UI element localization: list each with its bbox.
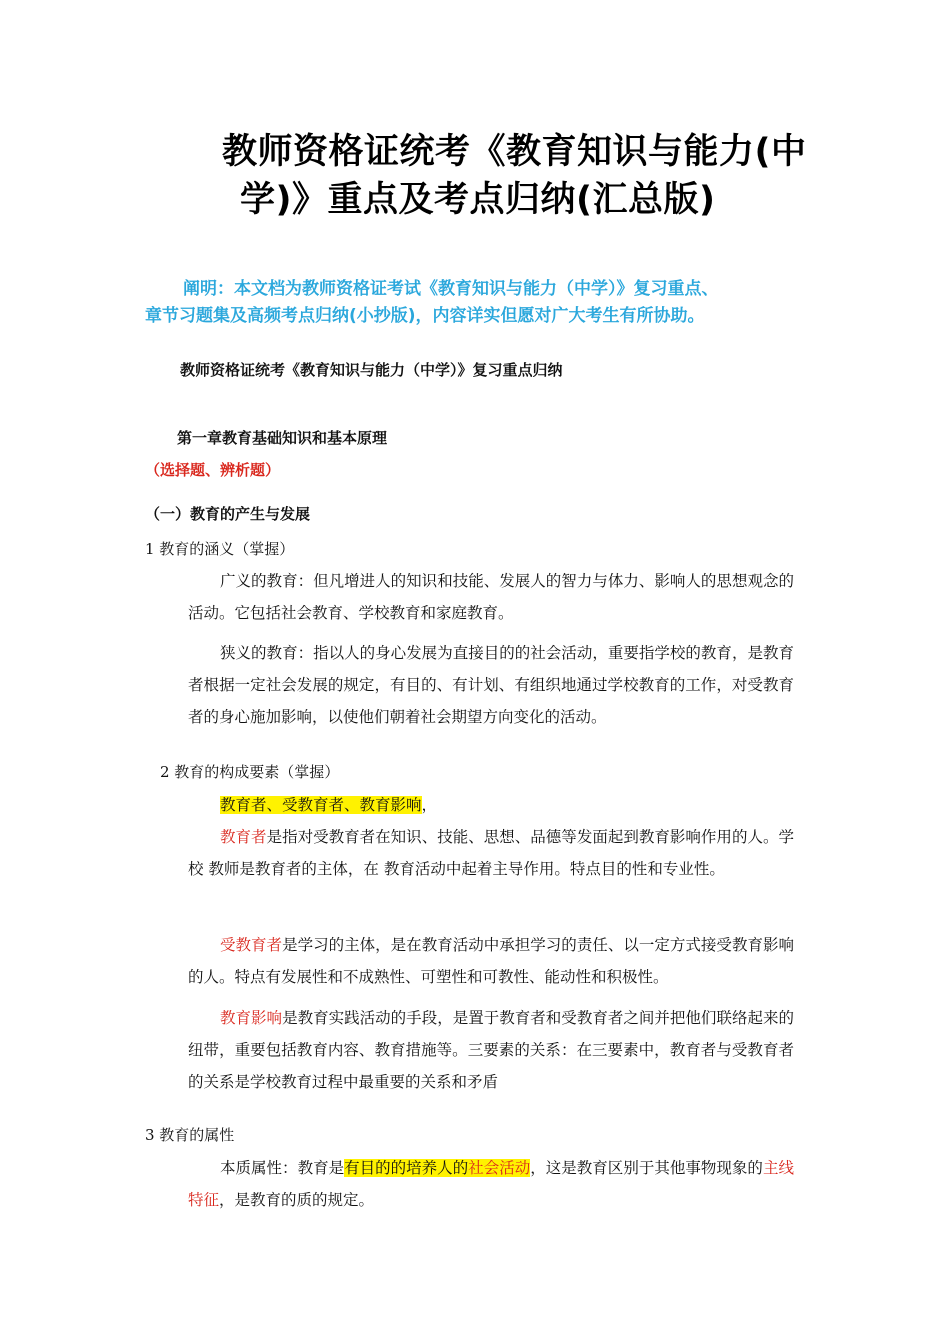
nature-red-term: 主线特征 <box>188 1159 794 1209</box>
item-1-paragraph-broad <box>188 565 794 629</box>
notice-line-2: 章节习题集及高频考点归纳(小抄版)，内容详实但愿对广大考生有所协助。 <box>145 306 705 326</box>
learner-text: 是学习的主体，是在教育活动中承担学习的责任、以一定方式接受教育影响的人。特点有发展性和不成熟性、可塑性和可教性、能动性和积极性。 <box>188 936 794 986</box>
item-1-heading: 1 教育的涵义（掌握） <box>145 540 295 558</box>
notice-paragraph <box>145 276 805 330</box>
item-2-heading: 2 教育的构成要素（掌握） <box>160 763 340 781</box>
item-3-paragraph-nature <box>188 1152 794 1216</box>
item-3-heading: 3 教育的属性 <box>145 1126 235 1144</box>
term-educator: 教育者 <box>220 828 267 846</box>
question-type-label: （选择题、辨析题） <box>145 461 281 479</box>
nature-text-c: ，是教育的质的规定。 <box>219 1191 375 1209</box>
elements-tail: ， <box>421 796 438 814</box>
item-2-paragraph-influence <box>188 1002 794 1098</box>
chapter-heading: 第一章教育基础知识和基本原理 <box>177 429 388 447</box>
notice-line-1: 阐明：本文档为教师资格证考试《教育知识与能力（中学）》复习重点、 <box>183 279 719 299</box>
item-1-p2-text: 狭义的教育：指以人的身心发展为直接目的的社会活动，重要指学校的教育，是教育者根据一定社会发展的规定，有目的、有计划、有组织地通过学校教育的工作，对受教育者的身心施加影响，以使他们朝着社会期望方向变化的活动。 <box>188 644 794 726</box>
title-line-2: 学)》重点及考点归纳(汇总版) <box>240 180 716 220</box>
item-1-p1-text: 广义的教育：但凡增进人的知识和技能、发展人的智力与体力、影响人的思想观念的活动。它包括社会教育、学校教育和家庭教育。 <box>188 572 794 622</box>
educator-text: 是指对受教育者在知识、技能、思想、品德等发面起到教育影响作用的人。学校 教师是教育者的主体，在 教育活动中起着主导作用。特点目的性和专业性。 <box>188 828 794 878</box>
item-2-elements-line <box>188 789 794 821</box>
influence-text: 是教育实践活动的手段，是置于教育者和受教育者之间并把他们联络起来的纽带，重要包括教育内容、教育措施等。三要素的关系：在三要素中，教育者与受教育者的关系是学校教育过程中最重要的关系和矛盾 <box>188 1009 794 1091</box>
section-heading: （一）教育的产生与发展 <box>145 505 311 523</box>
nature-highlight: 有目的的培养人的 <box>344 1159 469 1177</box>
title-line-1: 教师资格证统考《教育知识与能力(中 <box>222 132 807 172</box>
nature-text-a: 本质属性：教育是 <box>220 1159 345 1177</box>
elements-highlight: 教育者、受教育者、教育影响 <box>220 796 422 814</box>
item-2-paragraph-learner <box>188 929 794 993</box>
term-learner: 受教育者 <box>220 936 283 954</box>
term-influence: 教育影响 <box>220 1009 283 1027</box>
item-2-paragraph-educator <box>188 821 794 885</box>
document-title <box>222 128 822 224</box>
nature-text-b: ，这是教育区别于其他事物现象的 <box>530 1159 763 1177</box>
item-1-paragraph-narrow <box>188 637 794 733</box>
nature-highlight-red: 社会活动 <box>468 1159 531 1177</box>
document-subtitle: 教师资格证统考《教育知识与能力（中学）》复习重点归纳 <box>180 361 563 379</box>
